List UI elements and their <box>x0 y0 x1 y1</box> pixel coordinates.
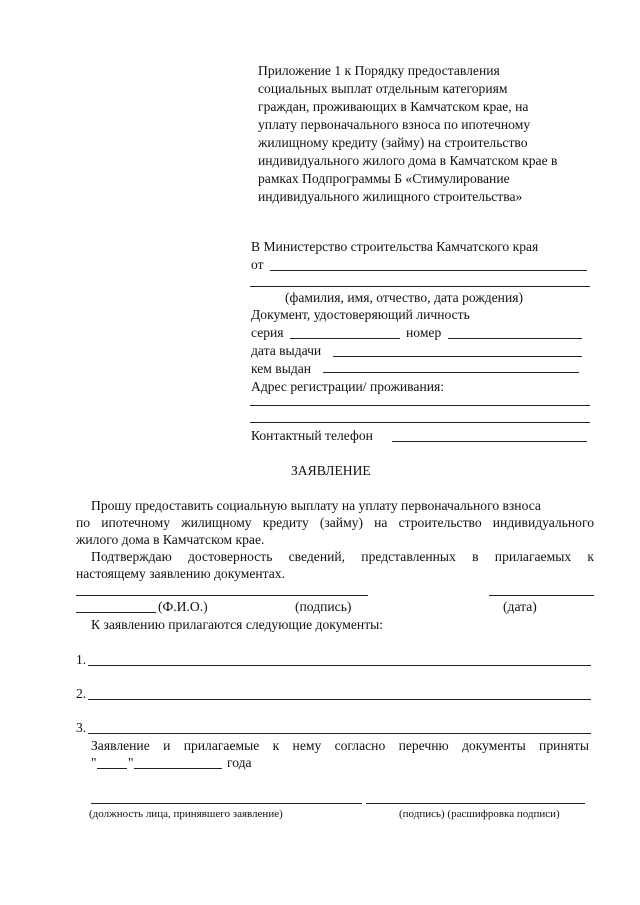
number-label: номер <box>406 325 442 340</box>
phone-field[interactable] <box>392 441 587 442</box>
address-field-line2[interactable] <box>250 422 590 423</box>
from-field-line2[interactable] <box>250 286 590 287</box>
position-hint: (должность лица, принявшего заявление) <box>89 808 283 820</box>
acceptor-sign-hint: (подпись) (расшифровка подписи) <box>399 808 560 820</box>
series-label: серия <box>251 325 284 340</box>
name-hint: (фамилия, имя, отчество, дата рождения) <box>285 290 524 305</box>
attachment-field[interactable] <box>88 665 591 666</box>
issue-date-field[interactable] <box>333 356 582 357</box>
phone-label: Контактный телефон <box>251 428 373 443</box>
attachment-field[interactable] <box>88 733 591 734</box>
accept-month-field[interactable] <box>134 768 222 769</box>
attachment-number: 2. <box>76 686 87 701</box>
request-line: жилого дома в Камчатском крае. <box>76 532 265 547</box>
attachment-field[interactable] <box>88 699 591 700</box>
fio-hint: (Ф.И.О.) <box>158 599 208 614</box>
fio-field[interactable] <box>76 612 156 613</box>
accept-day-field[interactable] <box>97 768 127 769</box>
request-line: Прошу предоставить социальную выплату на уплату первоначального взноса <box>91 498 541 513</box>
appendix-line: рамках Подпрограммы Б «Стимулирование <box>258 171 510 186</box>
appendix-line: индивидуального жилищного строительства» <box>258 189 523 204</box>
issued-by-field[interactable] <box>323 372 579 373</box>
appendix-line: граждан, проживающих в Камчатском крае, на <box>258 99 529 114</box>
series-field[interactable] <box>290 338 400 339</box>
from-field[interactable] <box>270 270 587 271</box>
year-word: года <box>227 755 252 770</box>
appendix-line: уплату первоначального взноса по ипотечному <box>258 117 531 132</box>
id-document-label: Документ, удостоверяющий личность <box>251 307 470 322</box>
acceptor-sign-field[interactable] <box>366 803 585 804</box>
address-field[interactable] <box>250 405 590 406</box>
signature-field[interactable] <box>76 595 368 596</box>
issue-date-label: дата выдачи <box>251 343 322 358</box>
appendix-line: социальных выплат отдельным категориям <box>258 81 508 96</box>
appendix-line: индивидуального жилого дома в Камчатском крае в <box>258 153 558 168</box>
issued-by-label: кем выдан <box>251 361 312 376</box>
attachment-number: 1. <box>76 652 87 667</box>
position-field[interactable] <box>91 803 362 804</box>
confirm-line: настоящему заявлению документах. <box>76 566 285 581</box>
sign-hint: (подпись) <box>295 599 352 614</box>
attachment-number: 3. <box>76 720 87 735</box>
request-line: по ипотечному жилищному кредиту (займу) на строительство индивидуального <box>76 515 594 530</box>
date-hint: (дата) <box>503 599 537 614</box>
acceptance-line: Заявление и прилагаемые к нему согласно перечню документы приняты <box>91 738 589 753</box>
confirm-line: Подтверждаю достоверность сведений, представленных в прилагаемых к <box>91 549 594 564</box>
date-quote-close: " <box>128 755 134 770</box>
from-label: от <box>251 257 264 272</box>
address-label: Адрес регистрации/ проживания: <box>251 379 445 394</box>
document-title: ЗАЯВЛЕНИЕ <box>291 463 371 478</box>
date-field[interactable] <box>489 595 594 596</box>
number-field[interactable] <box>448 338 582 339</box>
appendix-line: Приложение 1 к Порядку предоставления <box>258 63 500 78</box>
attachments-intro: К заявлению прилагаются следующие документы: <box>91 617 384 632</box>
date-quote-open: " <box>91 755 97 770</box>
appendix-line: жилищному кредиту (займу) на строительство <box>258 135 528 150</box>
addressee-to: В Министерство строительства Камчатского края <box>251 239 539 254</box>
